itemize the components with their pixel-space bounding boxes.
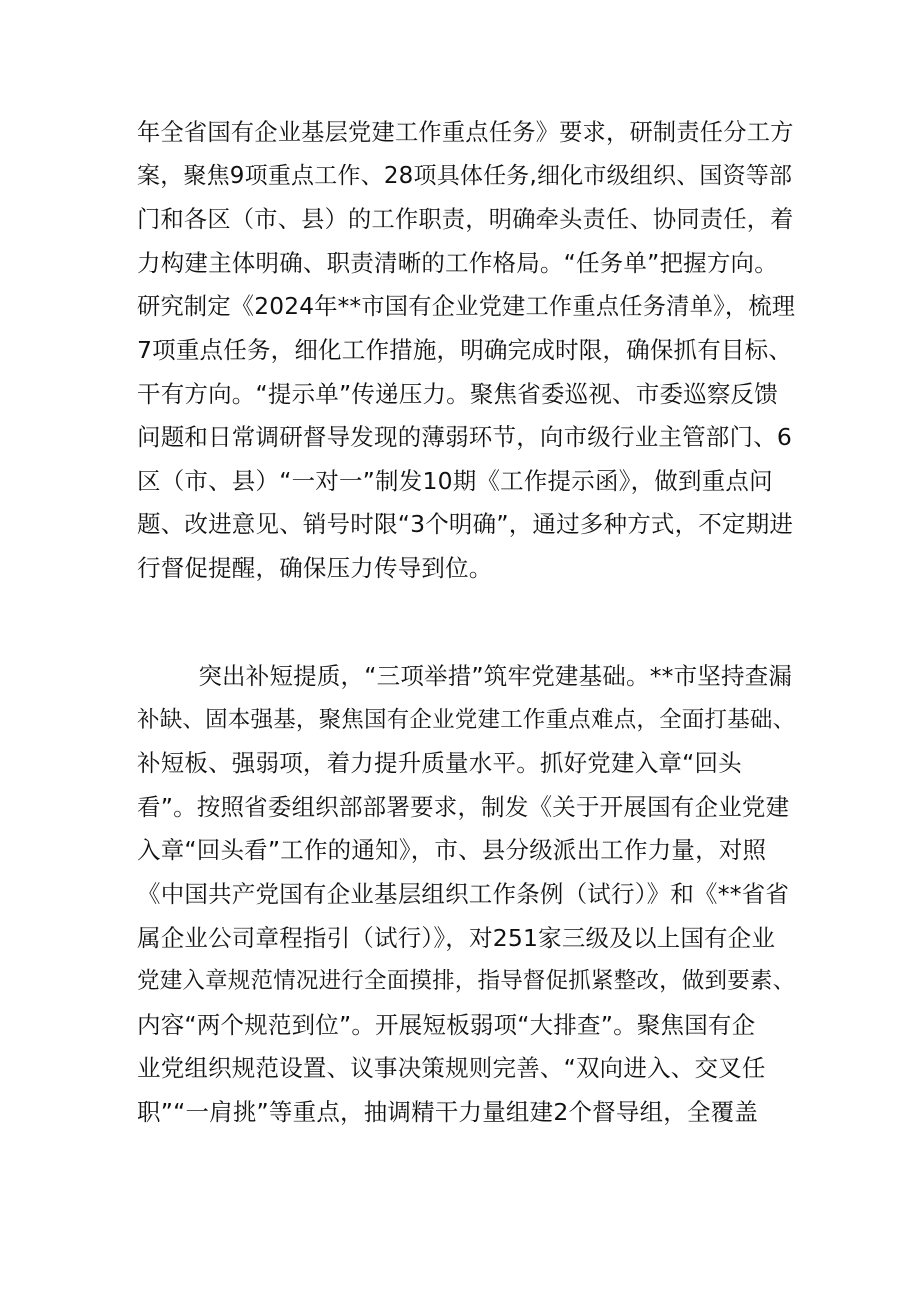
text-line: 干有方向。“提示单”传递压力。聚焦省委巡视、市委巡察反馈 — [137, 379, 778, 408]
text-line: 职”“一肩挑”等重点，抽调精干力量组建2个督导组，全覆盖 — [137, 1097, 759, 1126]
text-line: 入章“回头看”工作的通知》，市、县分级派出工作力量，对照 — [137, 836, 767, 865]
text-line: 属企业公司章程指引（试行）》，对251家三级及以上国有企业 — [137, 923, 776, 952]
text-line: 区（市、县）“一对一”制发10期《工作提示函》，做到重点问 — [137, 466, 773, 495]
text-line: 补短板、强弱项，着力提升质量水平。抓好党建入章“回头 — [137, 749, 742, 778]
text-line: 业党组织规范设置、议事决策规则完善、“双向进入、交叉任 — [137, 1054, 766, 1083]
text-line: 7项重点任务，细化工作措施，明确完成时限，确保抓有目标、 — [137, 335, 793, 364]
text-line: 内容“两个规范到位”。开展短板弱项“大排查”。聚焦国有企 — [137, 1010, 756, 1039]
text-line: 力构建主体明确、职责清晰的工作格局。“任务单”把握方向。 — [137, 248, 778, 277]
paragraph-three-measures — [137, 655, 797, 1135]
text-line: 《中国共产党国有企业基层组织工作条例（试行）》和《**省省 — [137, 879, 790, 908]
paragraph-responsibility-lists — [137, 111, 797, 591]
text-line: 党建入章规范情况进行全面摸排，指导督促抓紧整改，做到要素、 — [137, 968, 796, 995]
text-line: 年全省国有企业基层党建工作重点任务》要求，研制责任分工方 — [137, 119, 794, 146]
text-line: 突出补短提质，“三项举措”筑牢党建基础。**市坚持查漏 — [137, 662, 793, 690]
text-line: 问题和日常调研督导发现的薄弱环节，向市级行业主管部门、6 — [137, 423, 793, 452]
text-line: 题、改进意见、销号时限“3个明确”，通过多种方式，不定期进 — [137, 510, 794, 539]
text-line: 行督促提醒，确保压力传导到位。 — [137, 553, 493, 582]
text-line: 研究制定《2024年**市国有企业党建工作重点任务清单》，梳理 — [137, 293, 796, 321]
text-line: 门和各区（市、县）的工作职责，明确牵头责任、协同责任，着 — [137, 206, 794, 234]
text-line: 看”。按照省委组织部部署要求，制发《关于开展国有企业党建 — [137, 792, 790, 821]
text-line: 补缺、固本强基，聚焦国有企业党建工作重点难点，全面打基础、 — [137, 706, 796, 733]
text-line: 案，聚焦9项重点工作、28项具体任务,细化市级组织、国资等部 — [137, 162, 793, 189]
